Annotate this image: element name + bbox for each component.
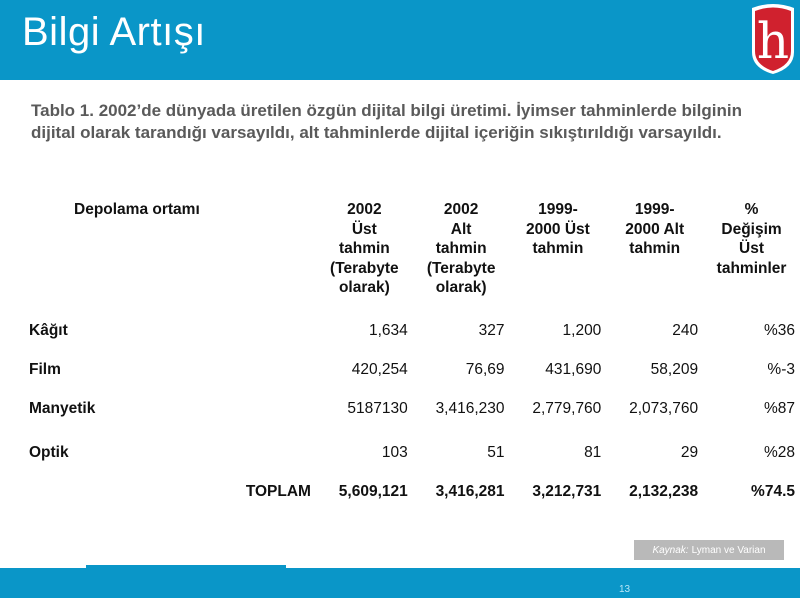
cell: %28 (763, 444, 795, 461)
cell: 1,634 (368, 322, 408, 339)
header-1999-upper: 1999- 2000 Üst tahmin (526, 201, 590, 257)
cell: %87 (763, 400, 795, 417)
header-2002-upper: 2002 Üst tahmin (Terabyte olarak) (330, 201, 399, 296)
cell: 51 (487, 444, 505, 461)
cell: 327 (478, 322, 505, 339)
university-logo (748, 2, 798, 76)
row-label: Film (29, 361, 61, 378)
table-caption: Tablo 1. 2002’de dünyada üretilen özgün dijital bilgi üretimi. İyimser tahminlerde bilginin dijital olarak tarandığı varsayıldı, alt tahminlerde dijital içeriğin sıkıştırıldığı varsayıldı. (31, 101, 742, 142)
source-text: Lyman ve Varian (691, 544, 766, 556)
table-row (24, 361, 800, 400)
row-label: Kâğıt (29, 322, 68, 339)
cell: 3,416,230 (435, 400, 505, 417)
data-table (24, 196, 800, 501)
header-1999-lower: 1999- 2000 Alt tahmin (625, 201, 685, 257)
total-cell: 5,609,121 (338, 483, 408, 500)
table-total-row (24, 483, 800, 501)
cell: 76,69 (465, 361, 505, 378)
header-change: % Değişim Üst tahminler (716, 201, 787, 277)
cell: 81 (584, 444, 602, 461)
cell: 2,779,760 (532, 400, 602, 417)
total-cell: 2,132,238 (629, 483, 699, 500)
cell: 58,209 (650, 361, 699, 378)
cell: 5187130 (347, 400, 408, 417)
footer-tab (86, 563, 286, 573)
header-storage-medium: Depolama ortamı (74, 201, 200, 218)
header-2002-lower: 2002 Alt tahmin (Terabyte olarak) (426, 201, 496, 296)
cell: 420,254 (351, 361, 408, 378)
cell: 103 (381, 444, 408, 461)
page-number: 13 (619, 584, 631, 595)
table-row (24, 312, 800, 361)
cell: %36 (763, 322, 795, 339)
table-row (24, 444, 800, 483)
slide-title: Bilgi Artışı (22, 10, 206, 54)
cell: 1,200 (562, 322, 602, 339)
total-cell: 3,416,281 (435, 483, 505, 500)
cell: %-3 (767, 361, 795, 378)
table-row (24, 400, 800, 444)
row-label: Optik (29, 444, 69, 461)
total-cell: %74.5 (751, 483, 795, 500)
source-note (634, 540, 784, 560)
source-label: Kaynak: (652, 544, 689, 556)
table-header-row (24, 196, 800, 312)
logo-letter: h (756, 12, 790, 70)
cell: 2,073,760 (629, 400, 699, 417)
cell: 240 (672, 322, 699, 339)
total-label: TOPLAM (245, 483, 311, 500)
total-cell: 3,212,731 (532, 483, 602, 500)
row-label: Manyetik (29, 400, 96, 417)
cell: 29 (680, 444, 699, 461)
cell: 431,690 (545, 361, 602, 378)
